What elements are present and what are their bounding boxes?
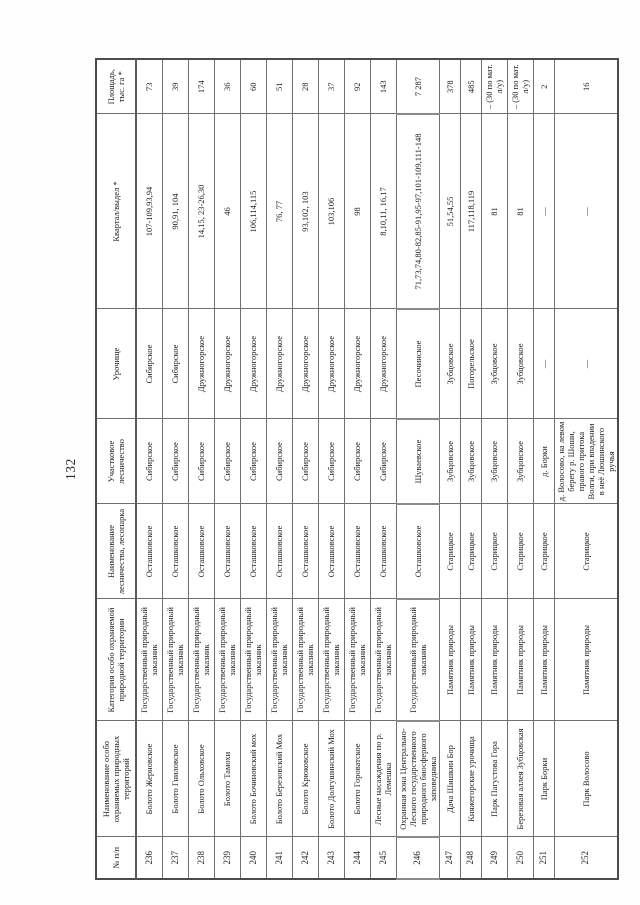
- cell-col-4: д. Борки: [533, 419, 554, 504]
- table-row: [318, 59, 344, 879]
- cell-col-4: Зубцовское: [507, 419, 533, 504]
- column-header-6: Квартал/выдел *: [96, 114, 136, 309]
- cell-col-0: 252: [554, 837, 618, 879]
- cell-col-6: 76, 77: [266, 114, 292, 309]
- cell-col-0: 245: [370, 837, 396, 879]
- cell-col-2: Памятник природы: [460, 599, 481, 721]
- cell-col-0: 239: [214, 837, 240, 879]
- cell-col-7: 174: [188, 59, 214, 114]
- cell-col-5: Погорельское: [460, 309, 481, 419]
- cell-col-5: Дружногорское: [370, 309, 396, 419]
- cell-col-5: Песочинское: [396, 309, 439, 419]
- cell-col-6: 90,91, 104: [162, 114, 188, 309]
- cell-col-5: Дружногорское: [188, 309, 214, 419]
- cell-col-2: Государственный природный заказник: [136, 599, 162, 721]
- column-header-2: Категория особо охраняемой природной территории: [96, 599, 136, 721]
- cell-col-3: Осташковское: [266, 504, 292, 599]
- cell-col-7: 39: [162, 59, 188, 114]
- column-header-3: Наименование лесничества, лесопарка: [96, 504, 136, 599]
- cell-col-7: 7 287: [396, 59, 439, 114]
- cell-col-5: Зубцовское: [481, 309, 507, 419]
- cell-col-0: 243: [318, 837, 344, 879]
- cell-col-0: 242: [292, 837, 318, 879]
- cell-col-7: 143: [370, 59, 396, 114]
- cell-col-2: Государственный природный заказник: [240, 599, 266, 721]
- cell-col-3: Старицкое: [507, 504, 533, 599]
- cell-col-1: Березовая аллея Зубцовская: [507, 721, 533, 837]
- table-row: [396, 59, 439, 879]
- cell-col-0: 244: [344, 837, 370, 879]
- cell-col-3: Старицкое: [481, 504, 507, 599]
- column-header-7: Площадь, тыс. га *: [96, 59, 136, 114]
- column-header-0: № п/п: [96, 837, 136, 879]
- cell-col-6: 103,106: [318, 114, 344, 309]
- cell-col-0: 247: [439, 837, 460, 879]
- table-row: [214, 59, 240, 879]
- table-body: [136, 59, 618, 879]
- table-row: [266, 59, 292, 879]
- cell-col-2: Государственный природный заказник: [266, 599, 292, 721]
- column-header-1: Наименование особо охраняемых природных территорий: [96, 721, 136, 837]
- cell-col-4: Зубцовское: [481, 419, 507, 504]
- cell-col-5: —: [533, 309, 554, 419]
- cell-col-0: 248: [460, 837, 481, 879]
- cell-col-6: 93,102, 103: [292, 114, 318, 309]
- cell-col-0: 237: [162, 837, 188, 879]
- cell-col-1: Парк Волосово: [554, 721, 618, 837]
- cell-col-3: Осташковское: [162, 504, 188, 599]
- cell-col-5: Сибирское: [136, 309, 162, 419]
- cell-col-7: 36: [214, 59, 240, 114]
- table-row: [439, 59, 460, 879]
- cell-col-5: —: [554, 309, 618, 419]
- cell-col-2: Государственный природный заказник: [214, 599, 240, 721]
- cell-col-5: Дружногорское: [214, 309, 240, 419]
- table-row: [460, 59, 481, 879]
- cell-col-0: 241: [266, 837, 292, 879]
- cell-col-6: 98: [344, 114, 370, 309]
- cell-col-7: 51: [266, 59, 292, 114]
- cell-col-6: 46: [214, 114, 240, 309]
- cell-col-1: Болото Березовский Мох: [266, 721, 292, 837]
- table-row: [370, 59, 396, 879]
- cell-col-6: 51,54,55: [439, 114, 460, 309]
- cell-col-5: Сибирское: [162, 309, 188, 419]
- cell-col-7: 92: [344, 59, 370, 114]
- cell-col-7: 73: [136, 59, 162, 114]
- cell-col-1: Болото Жерновское: [136, 721, 162, 837]
- cell-col-3: Старицкое: [533, 504, 554, 599]
- page-number: 132: [63, 458, 78, 480]
- cell-col-4: Сибирское: [136, 419, 162, 504]
- cell-col-2: Памятник природы: [439, 599, 460, 721]
- cell-col-1: Болото Крюковское: [292, 721, 318, 837]
- cell-col-7: 16: [554, 59, 618, 114]
- cell-col-7: 378: [439, 59, 460, 114]
- cell-col-2: Государственный природный заказник: [370, 599, 396, 721]
- cell-col-5: Дружногорское: [318, 309, 344, 419]
- cell-col-6: 81: [481, 114, 507, 309]
- cell-col-4: Сибирское: [266, 419, 292, 504]
- cell-col-5: Дружногорское: [240, 309, 266, 419]
- cell-col-5: Зубцовское: [439, 309, 460, 419]
- cell-col-3: Осташковское: [214, 504, 240, 599]
- cell-col-7: – (30 по мат. л/у): [481, 59, 507, 114]
- cell-col-7: 28: [292, 59, 318, 114]
- table-row: [162, 59, 188, 879]
- cell-col-2: Государственный природный заказник: [318, 599, 344, 721]
- cell-col-4: Сибирское: [188, 419, 214, 504]
- cell-col-1: Болото Тамохи: [214, 721, 240, 837]
- cell-col-4: Зубцовское: [439, 419, 460, 504]
- cell-col-1: Княжегорские урочища: [460, 721, 481, 837]
- cell-col-6: 14,15, 23-26,30: [188, 114, 214, 309]
- cell-col-5: Дружногорское: [344, 309, 370, 419]
- cell-col-3: Осташковское: [240, 504, 266, 599]
- cell-col-4: Сибирское: [370, 419, 396, 504]
- table-row: [533, 59, 554, 879]
- cell-col-5: Дружногорское: [292, 309, 318, 419]
- column-header-4: Участковое лесничество: [96, 419, 136, 504]
- cell-col-0: 238: [188, 837, 214, 879]
- cell-col-2: Памятник природы: [554, 599, 618, 721]
- cell-col-3: Осташковское: [188, 504, 214, 599]
- cell-col-3: Старицкое: [460, 504, 481, 599]
- cell-col-3: Старицкое: [439, 504, 460, 599]
- rotated-table-wrapper: [95, 60, 616, 880]
- cell-col-5: Дружногорское: [266, 309, 292, 419]
- table-header-row: [96, 59, 136, 879]
- cell-col-2: Государственный природный заказник: [162, 599, 188, 721]
- cell-col-6: —: [554, 114, 618, 309]
- cell-col-2: Памятник природы: [533, 599, 554, 721]
- cell-col-1: Лесные насаждения по р. Лемешка: [370, 721, 396, 837]
- cell-col-1: Болото Бочиновский мох: [240, 721, 266, 837]
- table-row: [344, 59, 370, 879]
- cell-col-1: Парк Пагустова Гора: [481, 721, 507, 837]
- table-row: [554, 59, 618, 879]
- cell-col-6: 8,10,11, 16,17: [370, 114, 396, 309]
- table-row: [481, 59, 507, 879]
- cell-col-1: Болото Долгушинский Мох: [318, 721, 344, 837]
- protected-areas-table: [95, 58, 619, 880]
- cell-col-3: Осташковское: [396, 504, 439, 599]
- cell-col-3: Осташковское: [292, 504, 318, 599]
- cell-col-4: Сибирское: [214, 419, 240, 504]
- cell-col-4: Шуваевское: [396, 419, 439, 504]
- cell-col-7: 37: [318, 59, 344, 114]
- cell-col-7: 2: [533, 59, 554, 114]
- cell-col-6: 71,73,74,80-82,85-91,95-97,101-109,111-148: [396, 114, 439, 309]
- cell-col-5: Зубцовское: [507, 309, 533, 419]
- cell-col-3: Осташковское: [370, 504, 396, 599]
- cell-col-4: Сибирское: [162, 419, 188, 504]
- cell-col-4: д. Волосово, на левом берегу р. Шоши, правого притока Волги, при впадении в неё Люшинского ручья: [554, 419, 618, 504]
- cell-col-2: Государственный природный заказник: [344, 599, 370, 721]
- cell-col-0: 236: [136, 837, 162, 879]
- cell-col-0: 246: [396, 837, 439, 879]
- cell-col-6: 117,118,119: [460, 114, 481, 309]
- cell-col-4: Сибирское: [292, 419, 318, 504]
- cell-col-7: 485: [460, 59, 481, 114]
- cell-col-1: Охранная зона Центрально-Лесного государственного природного биосферного заповедника: [396, 721, 439, 837]
- cell-col-0: 251: [533, 837, 554, 879]
- cell-col-2: Государственный природный заказник: [188, 599, 214, 721]
- cell-col-2: Памятник природы: [507, 599, 533, 721]
- cell-col-7: 60: [240, 59, 266, 114]
- cell-col-1: Болото Гниловское: [162, 721, 188, 837]
- cell-col-1: Болото Гороватское: [344, 721, 370, 837]
- cell-col-3: Старицкое: [554, 504, 618, 599]
- column-header-5: Урочище: [96, 309, 136, 419]
- cell-col-1: Болото Ольховское: [188, 721, 214, 837]
- cell-col-3: Осташковское: [344, 504, 370, 599]
- table-row: [136, 59, 162, 879]
- cell-col-4: Сибирское: [318, 419, 344, 504]
- cell-col-0: 250: [507, 837, 533, 879]
- cell-col-7: – (30 по мат. л/у): [507, 59, 533, 114]
- table-row: [292, 59, 318, 879]
- cell-col-6: 107-109,93,94: [136, 114, 162, 309]
- table-row: [240, 59, 266, 879]
- cell-col-6: —: [533, 114, 554, 309]
- cell-col-2: Государственный природный заказник: [292, 599, 318, 721]
- cell-col-2: Государственный природный заказник: [396, 599, 439, 721]
- cell-col-2: Памятник природы: [481, 599, 507, 721]
- cell-col-4: Сибирское: [344, 419, 370, 504]
- cell-col-3: Осташковское: [136, 504, 162, 599]
- table-row: [188, 59, 214, 879]
- cell-col-4: Сибирское: [240, 419, 266, 504]
- cell-col-6: 81: [507, 114, 533, 309]
- cell-col-1: Парк Борки: [533, 721, 554, 837]
- cell-col-3: Осташковское: [318, 504, 344, 599]
- cell-col-0: 240: [240, 837, 266, 879]
- cell-col-0: 249: [481, 837, 507, 879]
- cell-col-4: Зубцовское: [460, 419, 481, 504]
- table-row: [507, 59, 533, 879]
- cell-col-1: Дача Шишкин Бор: [439, 721, 460, 837]
- cell-col-6: 106,114,115: [240, 114, 266, 309]
